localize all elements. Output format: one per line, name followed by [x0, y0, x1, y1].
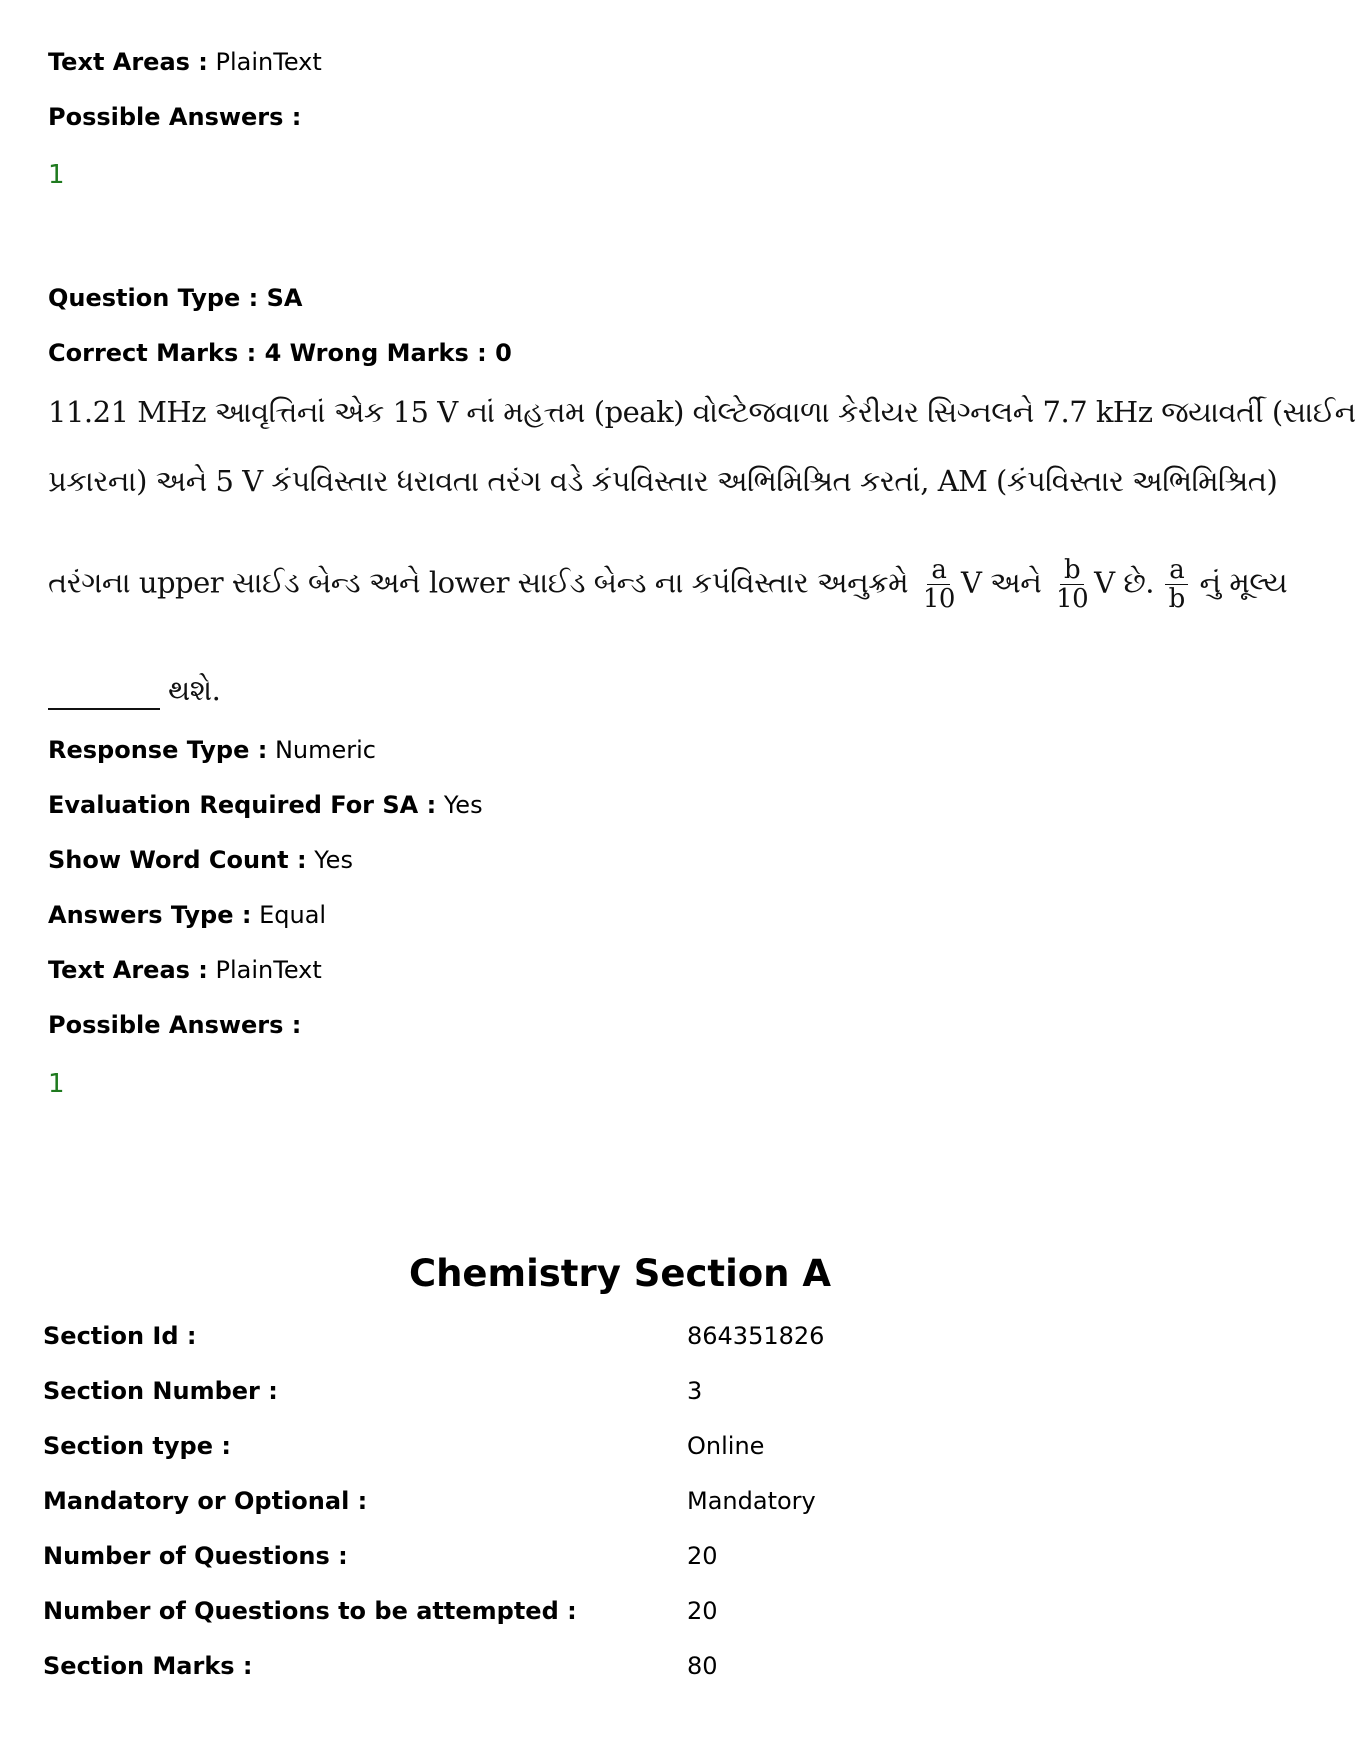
- answer-blank: [48, 678, 160, 710]
- question-body-line-1: 11.21 MHz આવૃત્તિનાં એક 15 V નાં મહત્તમ (peak) વોલ્ટેજવાળા કેરીયર સિગ્નલને 7.7 kHz જયાવર્તી (સાઈન: [48, 395, 1356, 429]
- word-count-line: [48, 845, 353, 875]
- number-of-questions-value: 20: [687, 1542, 718, 1570]
- prev-possible-answers-label: Possible Answers :: [48, 103, 302, 131]
- possible-answers-label: Possible Answers :: [48, 1011, 302, 1039]
- word-count-value: Yes: [314, 846, 353, 874]
- fraction-denominator: 10: [922, 584, 955, 614]
- fraction-numerator: a: [927, 556, 950, 585]
- unit-volt: V: [960, 565, 982, 600]
- prev-text-areas-value: PlainText: [215, 48, 322, 76]
- fraction-b-over-10: [1052, 556, 1092, 613]
- question-body-line-3-text: તરંગના upper સાઈડ બેન્ડ અને lower સાઈડ બેન્ડ ના કપંવિસ્તાર અનુક્રમે: [48, 565, 909, 600]
- section-id-value: 864351826: [687, 1322, 825, 1350]
- section-marks-value: 80: [687, 1652, 718, 1680]
- fraction-numerator: a: [1165, 556, 1188, 585]
- fraction-numerator: b: [1060, 556, 1084, 585]
- section-number-value: 3: [687, 1377, 703, 1405]
- fraction-denominator: b: [1168, 584, 1185, 614]
- answer-value: 1: [48, 1069, 65, 1099]
- fraction-denominator: 10: [1056, 584, 1089, 614]
- prev-answer-value: 1: [48, 160, 65, 190]
- fraction-a-over-b: [1165, 556, 1189, 613]
- word-count-label: Show Word Count :: [48, 846, 307, 874]
- response-type-line: [48, 735, 376, 765]
- response-type-value: Numeric: [274, 736, 376, 764]
- prev-text-areas-label: Text Areas :: [48, 48, 208, 76]
- prev-text-areas-line: [48, 47, 322, 77]
- is-word: છે.: [1123, 565, 1154, 600]
- text-areas-label: Text Areas :: [48, 956, 208, 984]
- evaluation-required-value: Yes: [443, 791, 483, 819]
- question-type-label: Question Type :: [48, 284, 259, 312]
- fraction-a-over-10: [919, 556, 959, 613]
- question-type-line: [48, 283, 302, 313]
- questions-to-attempt-value: 20: [687, 1597, 718, 1625]
- section-title: Chemistry Section A: [408, 1252, 832, 1295]
- section-type-label: Section type :: [43, 1432, 231, 1460]
- response-type-label: Response Type :: [48, 736, 268, 764]
- questions-to-attempt-label: Number of Questions to be attempted :: [43, 1597, 577, 1625]
- number-of-questions-label: Number of Questions :: [43, 1542, 348, 1570]
- question-body-line-2: પ્રકારના) અને 5 V કંપવિસ્તાર ધરાવતા તરંગ વડે કંપવિસ્તાર અભિમિશ્રિત કરતાં, AM (કંપવિસ્તાર અભિમિશ્રિત): [48, 464, 1278, 498]
- unit-volt: V: [1094, 565, 1115, 600]
- question-body-line-3: [48, 556, 1287, 613]
- marks-line: Correct Marks : 4 Wrong Marks : 0: [48, 339, 512, 367]
- section-number-label: Section Number :: [43, 1377, 278, 1405]
- answers-type-line: [48, 900, 326, 930]
- question-type-value: SA: [266, 284, 303, 312]
- mandatory-optional-label: Mandatory or Optional :: [43, 1487, 368, 1515]
- question-body-line-4-text: થશે.: [168, 673, 221, 707]
- evaluation-required-line: [48, 790, 483, 820]
- section-marks-label: Section Marks :: [43, 1652, 253, 1680]
- value-word: નું મૂલ્ય: [1199, 565, 1288, 600]
- section-type-value: Online: [687, 1432, 765, 1460]
- evaluation-required-label: Evaluation Required For SA :: [48, 791, 437, 819]
- answers-type-value: Equal: [259, 901, 327, 929]
- text-areas-value: PlainText: [215, 956, 322, 984]
- text-areas-line: [48, 955, 322, 985]
- answers-type-label: Answers Type :: [48, 901, 252, 929]
- and-word: અને: [990, 565, 1042, 600]
- question-body-line-4: [48, 670, 220, 710]
- mandatory-optional-value: Mandatory: [687, 1487, 816, 1515]
- section-id-label: Section Id :: [43, 1322, 197, 1350]
